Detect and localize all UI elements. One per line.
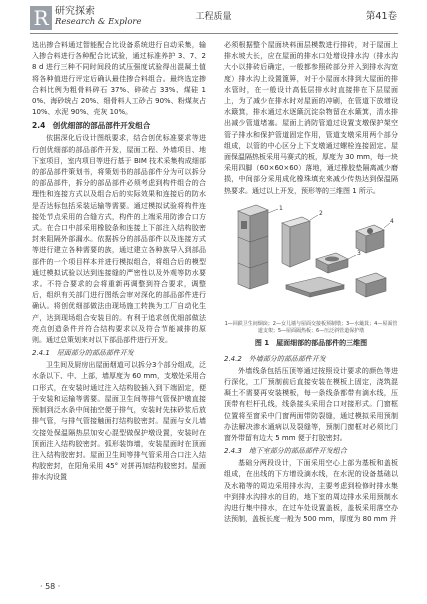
paragraph: 依据深化后设计图纸要求，结合创优标准要求等进行创优细部的部品部件开发，屋面工程、外墙项目、地下室项目，室内项目等进行基于 BIM 技术采集构成细部的部品部件策划书，将策划书的部品部件分为可以拆分的部品部件，拆分的部品部件必须考虑到构件组合的合理性和连接方式以及组合后的实际效果和连接后的防水是否达标包括采装运输等需要。通过模拟试验将构件连接处节点采用的合缝方式，构件的上端采用防渗合口方式。在合口中部采用橡胶条和连接上下部注入结构胶密封来阻隔外部漏水。依据拆分的部品部件以及连接方式等进行建立各种需要的族，通过建立各种族导入到部品部件的一个项目样本并进行模拟组合，将组合后的模型通过模拟试验以达到连接缝的严密性以及外观等防水要求。不符合要求的会将重新再调整到符合要求，调整后，组织有关部门进行图纸会审对深化的部品部件进行确认。将创优细部做法由现场施工转换为工厂自动化生产，达到现场组合安装目的。有利于追求创优细部做法亮点创造条件并符合结构要求以及符合节能减排的原则。通过总策划来对以下部品部件进行开发。 bbox=[32, 134, 206, 345]
volume-label: 第41卷 bbox=[365, 11, 397, 22]
journal-name-en: Research & Explore bbox=[55, 17, 142, 27]
figure-label: 2 bbox=[319, 209, 323, 217]
subsection-heading: 2.4.1 屋面部分的部品部件开发 bbox=[32, 349, 134, 358]
figure-label: 3 bbox=[357, 249, 361, 257]
paragraph: 卫生间及厨房出屋面烟道可以拆分3个部分组成，泛水条以下、中、上部，墙厚度为 60 mm，支墩处采用合口形式，在安装时通过注入结构胶插入到下端固定，便于安装和运输等需要。屋面卫生间等排气管保护墩直接预制到泛水条中间抽空便于排气，安装时先抹砂浆后放排气管，与排气管接触面打结构胶密封。屋面与女儿墙交接处保温隔热层加安心混型做保护墩设置，安装时在顶面注入结构胶密封。弧形装饰墙，安装屋面时在顶面注入结构胶密封。屋面卫生间等排气管采用合口注入结构胶密封，在阳角采用 45° 对拼再加结构胶密封。屋面排水沟设置 bbox=[32, 361, 206, 482]
left-column bbox=[32, 40, 206, 484]
journal-name-cn: 研究探索 bbox=[55, 6, 95, 17]
paragraph: 选出掺合料通过智能配合比设备系统进行自动采集，输入掺合料进行各种配合比试验，通过标准养护 3、7、28 d 进行三种不同时间段的试压强度试验得出混凝土值将各种值进行评定后确认最佳掺合料组合。最终选定掺合料比例为粗骨料碎石 37%、碎砖占 33%、煤硅 10%、海砂统占 20%、细骨料人工砂占 90%、粉煤灰占 10%、水泥 90%、壳灰 10%。 bbox=[32, 41, 206, 117]
figure-caption: 1—回跌卫生间烟囱；2—女儿墙与屋面交接板预制墩；3—水簸箕；4—屋面管道支架；5—屋面隔热板；6—压泛斜管道保护墩 bbox=[224, 320, 398, 334]
figure-label: 4 bbox=[390, 217, 394, 225]
page-number: · 58 · bbox=[40, 582, 61, 591]
header-divider bbox=[30, 33, 398, 34]
pipe-protection-model bbox=[356, 273, 386, 297]
chimney-model bbox=[238, 205, 268, 289]
subsection-heading: 2.4.2 外墙部分的部品部件开发 bbox=[224, 354, 326, 363]
right-column bbox=[224, 40, 398, 525]
paragraph: 外墙线条包括压顶等通过按照设计要求的颜色等进行深化，工厂预制前后直接安装在模板上固定，浇筑混凝土不需要再安装模板，每一条线条都带有滴水线，压顶带有栏杆孔线，线条接头采用合口对接形式。门窗框位置将至窗采中门窗两面带防裂缝，通过模拟采用预制办法解决渗水通病以及裂缝等，预制门窗框对必须比门窗外带留有边大 5 mm 便于打胶密封。 bbox=[224, 366, 398, 443]
water-basin-model bbox=[316, 253, 348, 273]
subsection-heading: 2.4.3 地下室部分的部品部件开发组合 bbox=[224, 447, 347, 456]
paragraph: 基础分两段设计，下面采用空心上部为基板和盖板组成，在出线的下方增设滴水线，在水泥的设备基础以及水箱等的周边采用排水沟，主要考虑到检修时排水集中到排水沟排水的目的，地下室的周边排水采用预制水沟进行集中排水，在过车处设置盖板，盖板采用落空办法预制，盖板长度一般为 500 mm，厚度为 80 mm 并 bbox=[224, 459, 398, 524]
parapet-junction-model bbox=[282, 217, 310, 267]
section-title: 工程质量 bbox=[195, 12, 232, 22]
pipe-support-model bbox=[356, 225, 384, 253]
section-heading: 2.4 创优细部的部品部件开发组合 bbox=[32, 121, 151, 131]
figure-title: 图 1 屋面细部的部品部件的三维图 bbox=[254, 338, 368, 347]
page-header bbox=[0, 0, 427, 40]
paragraph: 必须根据整个屋面块料面层模数进行排砖，对于屋面上排水坡大长，应在屋面的排水口处增设排水沟（排水沟大小以排砖后确定，一般都参照砖部分并入到排水沟宽度）排水沟上设置篦箅，对于小屋面水排到大屋面的排水管时，在一般设计高低层排水时直接排在下层屋面上，为了减少在排水时对屋面的冲刷，在管道下放增设水簸箕，排水通过水逐簸沉淀杂物留在水簸箕，清水排出减少管道堵塞。屋面上消防管道过设置支墩保护架空管子排水和保护管道固定作用，管道支墩采用两个部分组成，以管的中心区分上下支墩通过螺栓连接固定。屋面保温隔热板采用马赛式的板，厚度为 30 mm，每一块采用四脚（60×60×60）落地，通过橡胶垫隔离减少磨损，中间部分采用成化橡珠填充来减少传热达到保温隔热要求。通过以上开发，预形等的三维图 1 所示。 bbox=[224, 41, 398, 195]
logo-letter: R bbox=[33, 6, 49, 30]
figure-3d-illustration bbox=[224, 201, 398, 319]
figure-1 bbox=[224, 201, 398, 319]
insulation-board-model bbox=[286, 277, 344, 297]
figure-label: 1 bbox=[279, 204, 283, 212]
